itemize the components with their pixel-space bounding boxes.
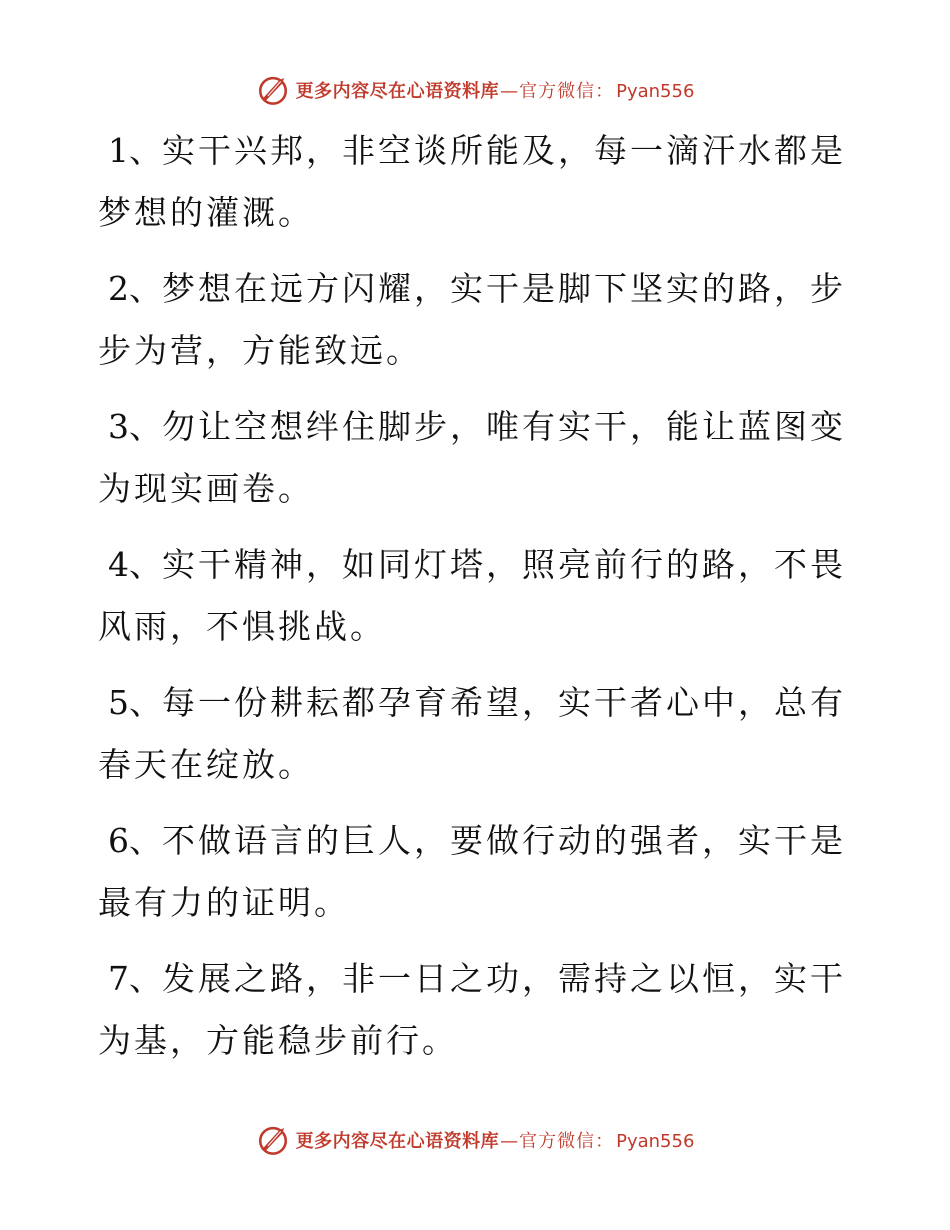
quote-item [98, 258, 850, 382]
quote-number: 5、 [108, 683, 162, 722]
quote-text: 实干精神，如同灯塔，照亮前行的路，不畏风雨，不惧挑战。 [98, 545, 846, 646]
banner-site-name: 更多内容尽在心语资料库 [295, 1131, 500, 1152]
banner-wechat-id: Pyan556 [616, 1131, 695, 1152]
quill-pen-circle-icon [256, 1123, 290, 1157]
header-banner [0, 70, 950, 110]
banner-site-name: 更多内容尽在心语资料库 [295, 81, 500, 102]
quote-number: 1、 [108, 131, 162, 170]
quote-number: 2、 [108, 269, 162, 308]
quote-item [98, 810, 850, 934]
quote-item [98, 396, 850, 520]
quill-pen-circle-icon [256, 73, 290, 107]
banner-wechat-id: Pyan556 [616, 81, 695, 102]
banner-wechat-label: 官方微信： [519, 1131, 615, 1152]
quote-text: 梦想在远方闪耀，实干是脚下坚实的路，步步为营，方能致远。 [98, 269, 846, 370]
banner-text [296, 77, 695, 103]
quote-number: 6、 [108, 821, 162, 860]
quote-text: 不做语言的巨人，要做行动的强者，实干是最有力的证明。 [98, 821, 846, 922]
quote-number: 4、 [108, 545, 162, 584]
quote-list [98, 120, 850, 1086]
quote-item [98, 120, 850, 244]
quote-text: 实干兴邦，非空谈所能及，每一滴汗水都是梦想的灌溉。 [98, 131, 846, 232]
quote-text: 发展之路，非一日之功，需持之以恒，实干为基，方能稳步前行。 [98, 959, 846, 1060]
quote-item [98, 534, 850, 658]
banner-wechat-label: 官方微信： [519, 81, 615, 102]
banner-dash: — [500, 1131, 519, 1152]
quote-number: 7、 [108, 959, 162, 998]
footer-banner [0, 1120, 950, 1160]
quote-text: 每一份耕耘都孕育希望，实干者心中，总有春天在绽放。 [98, 683, 846, 784]
quote-item [98, 672, 850, 796]
quote-number: 3、 [108, 407, 162, 446]
banner-text [296, 1127, 695, 1153]
quote-item [98, 948, 850, 1072]
quote-text: 勿让空想绊住脚步，唯有实干，能让蓝图变为现实画卷。 [98, 407, 846, 508]
banner-dash: — [500, 81, 519, 102]
